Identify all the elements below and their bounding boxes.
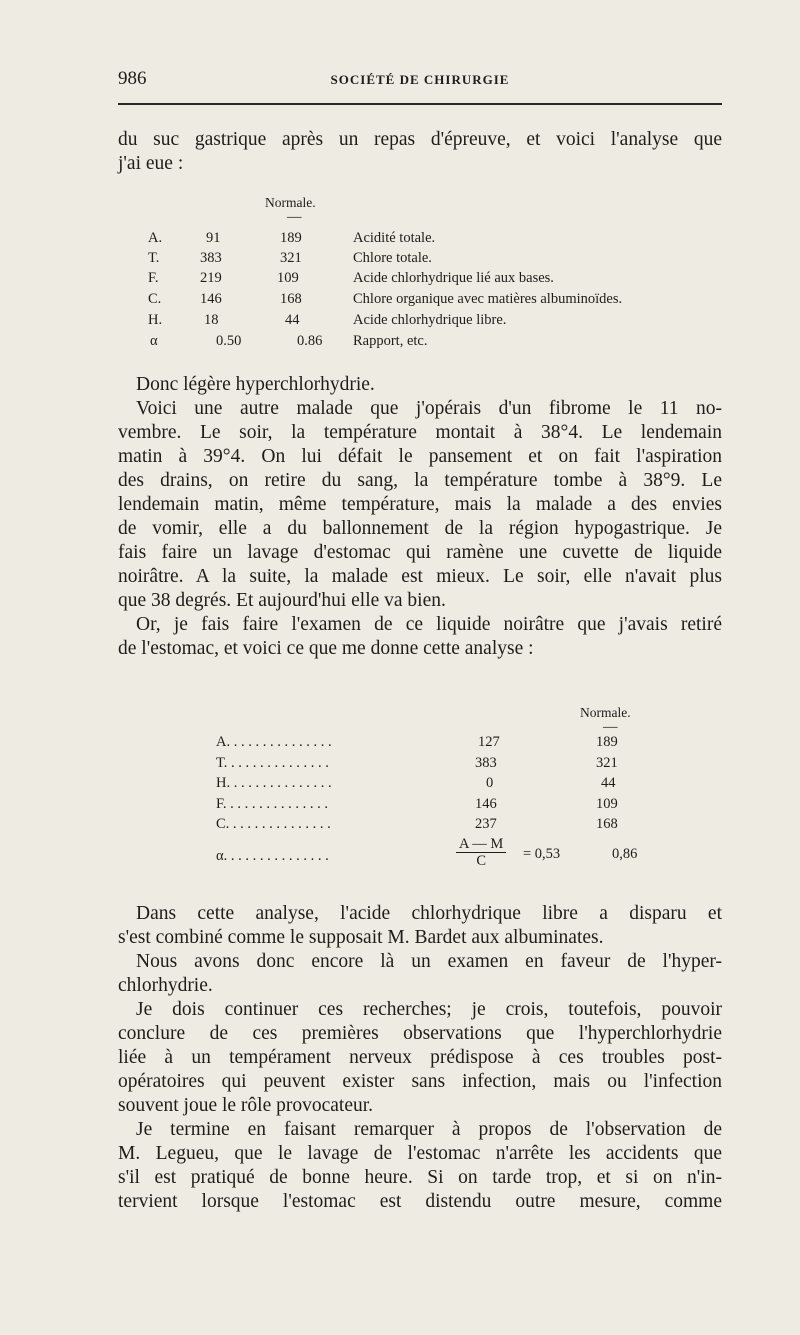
row-value: 146 bbox=[200, 291, 222, 307]
text-line: des drains, on retire du sang, la température tombe à 38°9. Le bbox=[118, 470, 722, 491]
text-line: souvent joue le rôle provocateur. bbox=[118, 1095, 374, 1116]
row-label: H. . . . . . . . . . . . . . . bbox=[216, 775, 332, 791]
page-number: 986 bbox=[118, 68, 147, 89]
row-label: F. . . . . . . . . . . . . . . bbox=[216, 796, 329, 812]
row-normale: 189 bbox=[280, 230, 302, 246]
running-head: SOCIÉTÉ DE CHIRURGIE bbox=[330, 72, 510, 87]
text-line: tervient lorsque l'estomac est distendu outre mesure, comme bbox=[118, 1191, 722, 1212]
row-value: 219 bbox=[200, 270, 222, 286]
intro-paragraph bbox=[118, 128, 722, 176]
row-description: Acide chlorhydrique lié aux bases. bbox=[353, 270, 554, 286]
header-rule bbox=[118, 103, 722, 105]
row-value: 0 bbox=[486, 775, 494, 791]
text-line: s'est combiné comme le supposait M. Bardet aux albuminates. bbox=[118, 927, 604, 948]
text-line: s'il est pratiqué de bonne heure. Si on tarde trop, et si on n'in- bbox=[118, 1167, 722, 1188]
row-label: A. . . . . . . . . . . . . . . bbox=[216, 734, 332, 750]
row-normale: 168 bbox=[596, 816, 618, 832]
row-value: 127 bbox=[478, 734, 500, 750]
text-line: Dans cette analyse, l'acide chlorhydrique libre a disparu et bbox=[136, 903, 722, 924]
text-line: que 38 degrés. Et aujourd'hui elle va bien. bbox=[118, 590, 446, 611]
text-line: Je termine en faisant remarquer à propos de l'observation de bbox=[136, 1119, 722, 1140]
fraction-denominator: C bbox=[476, 853, 486, 869]
text-line: liée à un tempérament nerveux prédispose à ces troubles post- bbox=[118, 1047, 722, 1068]
text-line: Je dois continuer ces recherches; je crois, toutefois, pouvoir bbox=[136, 999, 722, 1020]
row-value: 91 bbox=[206, 230, 221, 246]
text-line: conclure de ces premières observations que l'hyperchlorhydrie bbox=[118, 1023, 722, 1044]
body-paragraph-2 bbox=[118, 373, 722, 661]
text-line: de l'estomac, et voici ce que me donne cette analyse : bbox=[118, 638, 534, 659]
text-line: opératoires qui peuvent exister sans infection, mais ou l'infection bbox=[118, 1071, 722, 1092]
text-line: M. Legueu, que le lavage de l'estomac n'arrête les accidents que bbox=[118, 1143, 722, 1164]
row-value: 383 bbox=[200, 250, 222, 266]
text-line: Or, je fais faire l'examen de ce liquide noirâtre que j'avais retiré bbox=[136, 614, 722, 635]
text-line: du suc gastrique après un repas d'épreuve, et voici l'analyse que bbox=[118, 129, 722, 150]
row-description: Acidité totale. bbox=[353, 230, 436, 246]
row-label: α bbox=[150, 333, 158, 349]
row-label: F. bbox=[148, 270, 159, 286]
row-value: 0.50 bbox=[216, 333, 242, 349]
row-normale: 168 bbox=[280, 291, 302, 307]
row-label: C. . . . . . . . . . . . . . . bbox=[216, 816, 331, 832]
alpha-result: = 0,53 bbox=[523, 846, 561, 862]
row-value: 18 bbox=[204, 312, 219, 328]
row-normale: 44 bbox=[285, 312, 300, 328]
row-normale: 189 bbox=[596, 734, 618, 750]
body-paragraph-3 bbox=[118, 902, 722, 1214]
row-normale: 321 bbox=[596, 755, 618, 771]
normale-header: Normale. bbox=[265, 195, 316, 210]
row-normale: 321 bbox=[280, 250, 302, 266]
fraction-numerator: A — M bbox=[456, 836, 506, 853]
row-label: T. . . . . . . . . . . . . . . bbox=[216, 755, 329, 771]
text-line: Voici une autre malade que j'opérais d'un fibrome le 11 no- bbox=[136, 398, 722, 419]
text-line: de vomir, elle a du ballonnement de la région hypogastrique. Je bbox=[118, 518, 722, 539]
row-normale: 109 bbox=[596, 796, 618, 812]
row-label: α. . . . . . . . . . . . . . . bbox=[216, 848, 329, 864]
row-description: Rapport, etc. bbox=[353, 333, 428, 349]
row-description: Acide chlorhydrique libre. bbox=[353, 312, 507, 328]
row-normale: 109 bbox=[277, 270, 299, 286]
row-value: 237 bbox=[475, 816, 497, 832]
row-value: 146 bbox=[475, 796, 497, 812]
normale-header: Normale. bbox=[580, 705, 631, 720]
text-line: noirâtre. A la suite, la malade est mieux. Le soir, elle n'avait plus bbox=[118, 566, 722, 587]
row-label: T. bbox=[148, 250, 160, 266]
text-line: chlorhydrie. bbox=[118, 975, 213, 996]
normale-dash: — bbox=[287, 209, 302, 225]
row-label: H. bbox=[148, 312, 163, 328]
normale-dash: — bbox=[603, 719, 618, 735]
text-line: lendemain matin, même température, mais la malade a des envies bbox=[118, 494, 722, 515]
row-normale: 0.86 bbox=[297, 333, 323, 349]
row-description: Chlore totale. bbox=[353, 250, 432, 266]
row-normale: 0,86 bbox=[612, 846, 638, 862]
text-line: fais faire un lavage d'estomac qui ramène une cuvette de liquide bbox=[118, 542, 722, 563]
row-description: Chlore organique avec matières albuminoïdes. bbox=[353, 291, 623, 307]
text-line: j'ai eue : bbox=[118, 153, 184, 174]
row-normale: 44 bbox=[601, 775, 616, 791]
text-line: Nous avons donc encore là un examen en faveur de l'hyper- bbox=[136, 951, 722, 972]
text-line: matin à 39°4. On lui défait le pansement et on fait l'aspiration bbox=[118, 446, 722, 467]
page-header bbox=[118, 68, 722, 98]
row-label: A. bbox=[148, 230, 163, 246]
text-line: vembre. Le soir, la température montait à 38°4. Le lendemain bbox=[118, 422, 722, 443]
row-label: C. bbox=[148, 291, 162, 307]
text-line: Donc légère hyperchlorhydrie. bbox=[136, 374, 375, 395]
row-value: 383 bbox=[475, 755, 497, 771]
alpha-fraction bbox=[456, 836, 506, 869]
